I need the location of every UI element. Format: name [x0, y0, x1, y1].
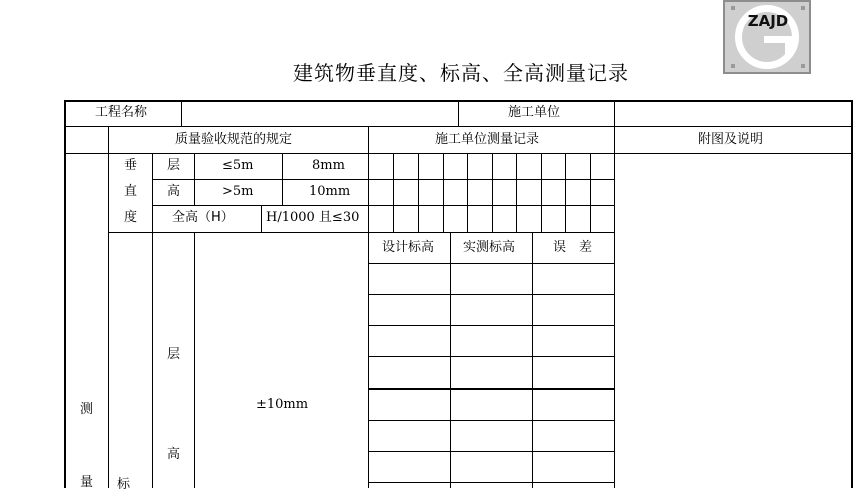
grid-line	[368, 356, 614, 357]
logo-dot	[801, 6, 805, 10]
condition-gt-5m: >5m	[222, 184, 254, 199]
grid-line	[532, 232, 533, 488]
grid-line	[282, 153, 283, 206]
floor-height-char: 层	[167, 347, 181, 362]
logo-dot	[731, 6, 735, 10]
grid-line	[261, 205, 262, 233]
grid-line	[541, 153, 542, 233]
side-label-char: 量	[80, 475, 94, 490]
grid-line	[467, 153, 468, 233]
grid-line	[368, 482, 614, 483]
grid-line	[368, 325, 614, 326]
grid-line	[152, 179, 614, 180]
page-title: 建筑物垂直度、标高、全高测量记录	[293, 61, 629, 85]
table-border-right	[851, 100, 853, 488]
floor-height-char: 高	[167, 447, 181, 462]
grid-line	[368, 263, 614, 264]
verticality-label-char: 垂	[124, 158, 138, 173]
company-logo	[723, 0, 811, 74]
grid-line	[108, 232, 614, 233]
grid-line	[492, 153, 493, 233]
grid-line	[393, 153, 394, 233]
grid-line	[152, 153, 153, 488]
grid-line	[565, 153, 566, 233]
measured-elevation-header: 实测标高	[463, 240, 516, 255]
grid-line	[368, 126, 369, 488]
notes-column-header: 附图及说明	[698, 132, 764, 147]
logo-dot	[731, 64, 735, 68]
grid-line	[450, 232, 451, 488]
tolerance-10mm: 10mm	[309, 184, 351, 199]
measure-column-header: 施工单位测量记录	[435, 132, 540, 147]
grid-line	[194, 153, 195, 206]
grid-line	[368, 388, 614, 390]
full-height-tolerance: H/1000 且≤30	[266, 210, 360, 225]
grid-line	[368, 451, 614, 452]
verticality-label-char: 直	[124, 184, 138, 199]
grid-line	[590, 153, 591, 233]
floor-height-char: 高	[167, 184, 181, 199]
grid-line	[516, 153, 517, 233]
side-label-char: 测	[80, 402, 94, 417]
grid-line	[443, 153, 444, 233]
design-elevation-header: 设计标高	[382, 240, 435, 255]
grid-line	[152, 205, 614, 206]
elevation-tolerance: ±10mm	[256, 397, 309, 412]
side-label-char: 标	[117, 477, 131, 492]
verticality-label-char: 度	[124, 210, 138, 225]
project-name-label: 工程名称	[95, 105, 148, 120]
spec-column-header: 质量验收规范的规定	[175, 132, 293, 147]
full-height-label: 全高（H）	[172, 210, 234, 225]
grid-line	[108, 126, 109, 488]
grid-line	[368, 420, 614, 421]
logo-text: ZAJD	[747, 12, 789, 30]
grid-line	[614, 100, 615, 488]
tolerance-8mm: 8mm	[312, 158, 345, 173]
grid-line	[194, 232, 195, 488]
grid-line	[64, 153, 852, 154]
logo-bar-shape-vertical	[785, 36, 792, 56]
error-header: 误 差	[553, 240, 593, 255]
grid-line	[458, 100, 459, 127]
grid-line	[368, 294, 614, 295]
floor-height-char: 层	[167, 158, 181, 173]
grid-line	[418, 153, 419, 233]
construction-unit-label: 施工单位	[508, 105, 561, 120]
condition-le-5m: ≤5m	[222, 158, 254, 173]
table-border-left	[64, 100, 66, 488]
grid-line	[181, 100, 182, 127]
logo-dot	[801, 64, 805, 68]
